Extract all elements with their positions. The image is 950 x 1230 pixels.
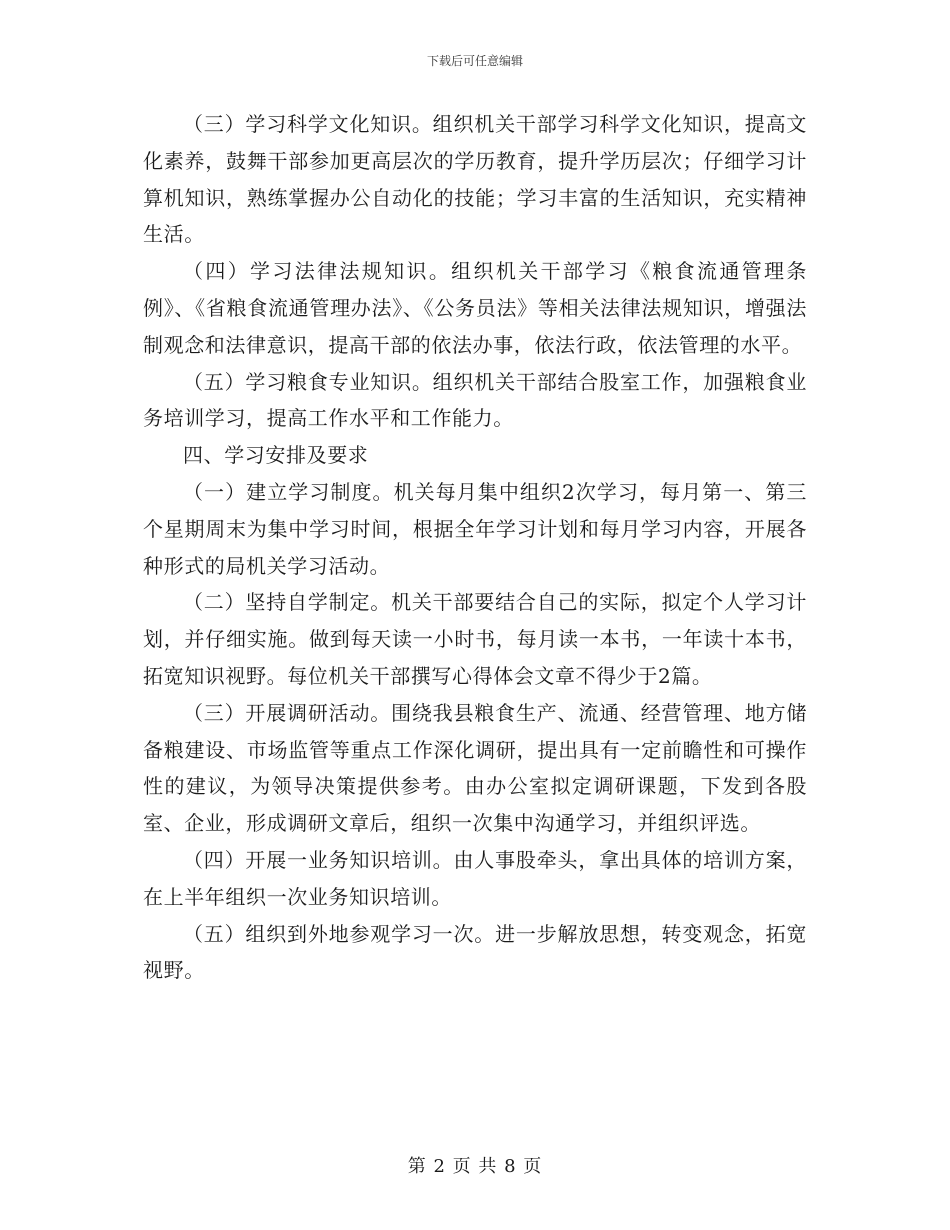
paragraph-research-activities: （三）开展调研活动。围绕我县粮食生产、流通、经营管理、地方储备粮建设、市场监管等重点工作深化调研，提出具有一定前瞻性和可操作性的建议，为领导决策提供参考。由办公室拟定调研课题，下发到各股室、企业，形成调研文章后，组织一次集中沟通学习，并组织评选。 xyxy=(143,700,807,836)
paragraph-study-grain-expertise: （五）学习粮食专业知识。组织机关干部结合股室工作，加强粮食业务培训学习，提高工作水平和工作能力。 xyxy=(143,369,807,431)
paragraph-business-training: （四）开展一业务知识培训。由人事股牵头，拿出具体的培训方案，在上半年组织一次业务知识培训。 xyxy=(143,847,807,909)
page-header-note: 下载后可任意编辑 xyxy=(426,54,523,68)
paragraph-study-science-culture: （三）学习科学文化知识。组织机关干部学习科学文化知识，提高文化素养，鼓舞干部参加更高层次的学历教育，提升学历层次；仔细学习计算机知识，熟练掌握办公自动化的技能；学习丰富的生活知识，充实精神生活。 xyxy=(143,112,807,247)
paragraph-study-law: （四）学习法律法规知识。组织机关干部学习《粮食流通管理条例》、《省粮食流通管理办法》、《公务员法》等相关法律法规知识，增强法制观念和法律意识，提高干部的依法办事，依法行政，依法管理的水平。 xyxy=(143,259,807,357)
document-body xyxy=(143,106,807,989)
page-number-footer: 第 2 页 共 8 页 xyxy=(407,1156,543,1177)
paragraph-self-study: （二）坚持自学制定。机关干部要结合自己的实际，拟定个人学习计划，并仔细实施。做到每天读一小时书，每月读一本书，一年读十本书，拓宽知识视野。每位机关干部撰写心得体会文章不得少于2篇。 xyxy=(143,590,807,688)
paragraph-study-system: （一）建立学习制度。机关每月集中组织2次学习，每月第一、第三个星期周末为集中学习时间，根据全年学习计划和每月学习内容，开展各种形式的局机关学习活动。 xyxy=(143,479,807,578)
paragraph-field-visit: （五）组织到外地参观学习一次。进一步解放思想，转变观念，拓宽视野。 xyxy=(143,921,807,983)
section-heading-arrangements: 四、学习安排及要求 xyxy=(183,443,369,468)
